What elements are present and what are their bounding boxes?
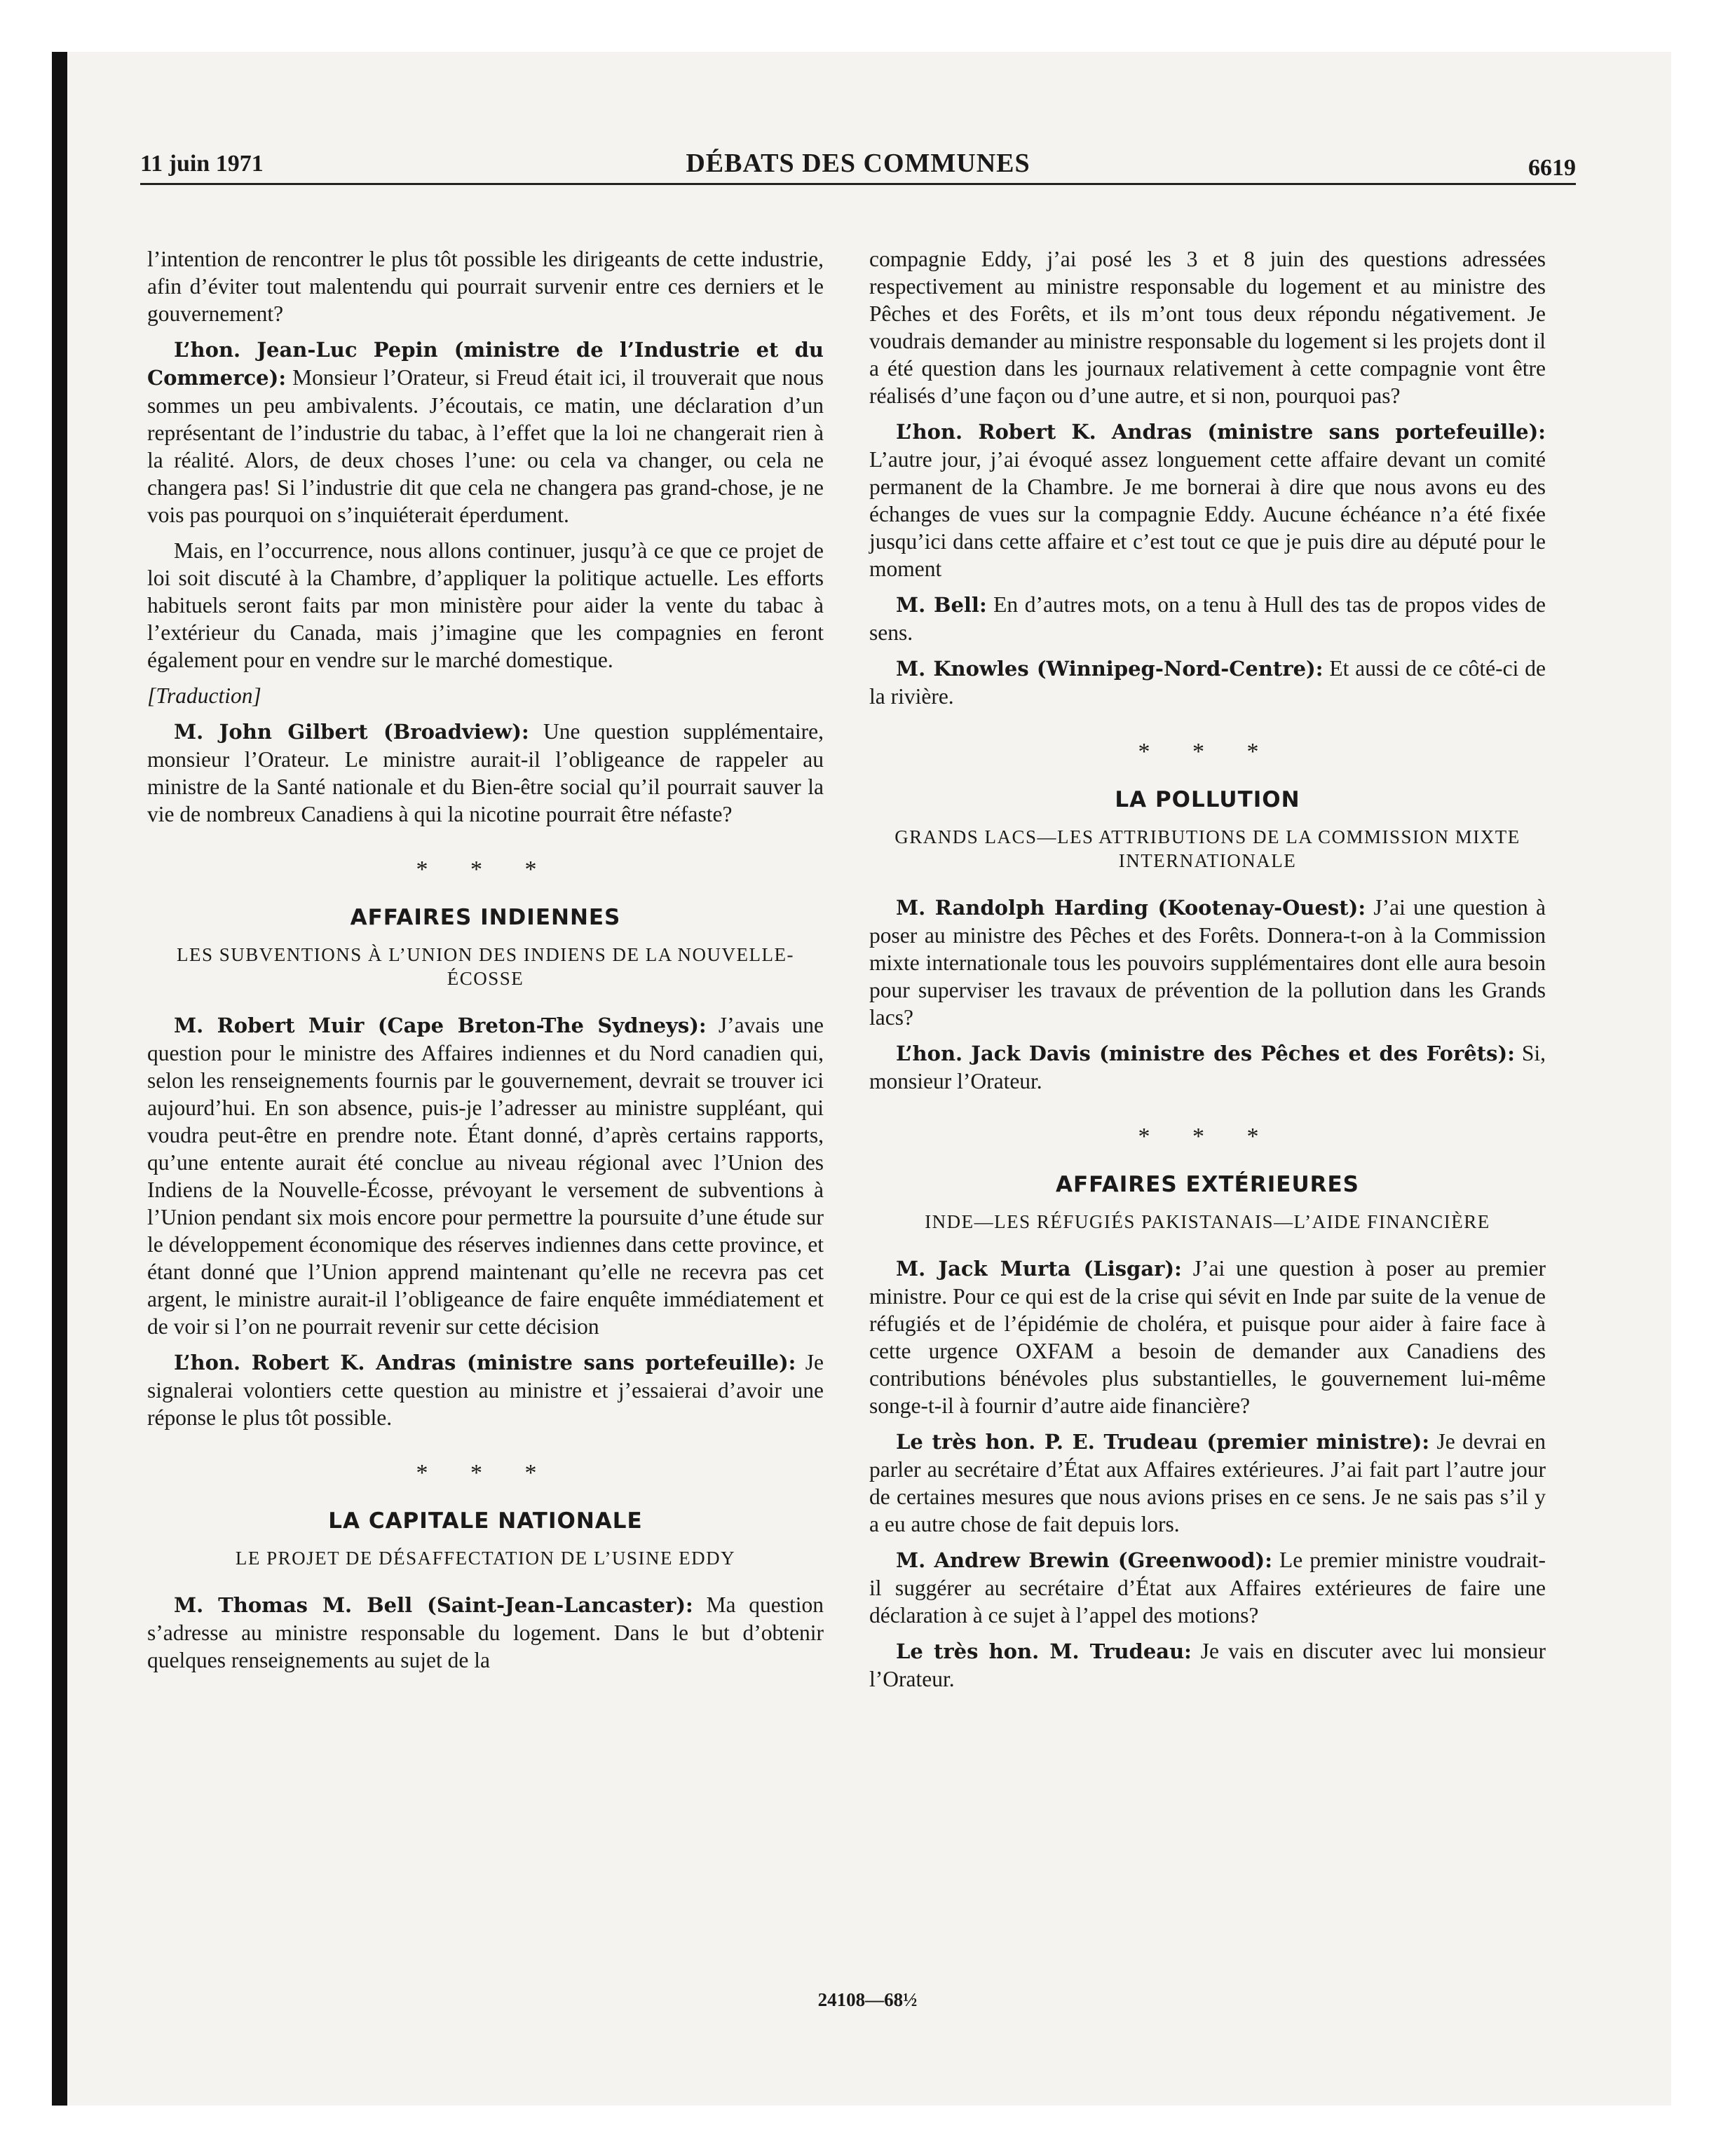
speech-paragraph [147,1011,824,1340]
page-header [140,144,1576,185]
paragraph: Mais, en l’occurrence, nous allons continuer, jusqu’à ce que ce projet de loi soit discuté à la Chambre, d’appliquer la politique actuelle. Les efforts habituels seront faits par mon ministère pour aider la vente du tabac à l’extérieur du Canada, mais j’imagine que les compagnies en feront également pour en vendre sur le marché domestique. [147,538,824,672]
speech-text: J’ai une question à poser au ministre des Pêches et des Forêts. Donnera-t-on à la Commission mixte internationale tous les pouvoirs supplémentaires dont elle aura besoin pour superviser les travaux de prévention de la pollution dans les Grands lacs? [869,895,1546,1030]
scan-border [52,52,67,2106]
speaker-name: M. Jack Murta (Lisgar): [896,1257,1182,1281]
speech-paragraph [869,591,1546,646]
speech-text: Je signalerai volontiers cette question au ministre et j’essaierai d’avoir une réponse le plus tôt possible. [147,1350,824,1430]
speaker-name: Le très hon. M. Trudeau: [896,1639,1192,1663]
speech-text: Je vais en discuter avec lui monsieur l’Orateur. [869,1639,1546,1691]
speaker-name: M. Knowles (Winnipeg-Nord-Centre): [896,657,1324,681]
speech-paragraph [869,894,1546,1031]
speech-text: Je devrai en parler au secrétaire d’État aux Affaires extérieures. J’ai fait part l’autre jour de certaines mesures que nous avions prises en ce sens. Je ne sais pas s’il y a eu autre chose de fait depuis lors. [869,1429,1546,1536]
paragraph: compagnie Eddy, j’ai posé les 3 et 8 juin des questions adressées respectivement au ministre responsable du logement et au ministre des Pêches et des Forêts, et ils m’ont tous deux répondu négativement. Je voudrais demander au ministre responsable du logement si les projets dont il a été question dans les journaux relativement à cette compagnie vont être réalisés d’une façon ou d’une autre, et si non, pourquoi pas? [869,247,1546,408]
left-column [147,245,824,1682]
speech-text: Le premier ministre voudrait-il suggérer au secrétaire d’État aux Affaires extérieures de faire une déclaration à ce sujet à l’appel des motions? [869,1548,1546,1628]
speech-paragraph [147,718,824,828]
speaker-name: L’hon. Robert K. Andras (ministre sans portefeuille): [896,420,1546,444]
section-separator: * * * [1138,1124,1277,1149]
speaker-name: M. John Gilbert (Broadview): [174,720,529,744]
speech-paragraph [147,336,824,528]
header-date: 11 juin 1971 [140,151,264,177]
section-separator: * * * [416,1460,555,1486]
speech-paragraph [147,1591,824,1674]
speaker-name: L’hon. Robert K. Andras (ministre sans portefeuille): [174,1351,796,1374]
speech-paragraph [869,1546,1546,1629]
speech-text: J’avais une question pour le ministre des Affaires indiennes et du Nord canadien qui, selon les renseignements fournis par le gouvernement, devrait se trouver ici aujourd’hui. En son absence, puis-je l’adresser au ministre suppléant, qui voudra peut-être en prendre note. Étant donné, d’après certains rapports, qu’une entente aurait été conclue au niveau régional avec l’Union des Indiens de la Nouvelle-Écosse, prévoyant le versement de subventions à l’Union pendant six mois encore pour permettre la poursuite d’une étude sur le développement économique des réserves indiennes dans cette province, et étant donné que l’Union apprend maintenant qu’elle ne recevra pas cet argent, le ministre aurait-il l’obligeance de faire enquête immédiatement et de voir si l’on ne pourrait revenir sur cette décision [147,1013,824,1339]
speech-text: En d’autres mots, on a tenu à Hull des tas de propos vides de sens. [869,592,1546,645]
speaker-name: M. Randolph Harding (Kootenay-Ouest): [896,896,1366,920]
header-page-number: 6619 [1528,155,1576,181]
speech-text: Une question supplémentaire, monsieur l’Orateur. Le ministre aurait-il l’obligeance de rappeler au ministre de la Santé nationale et du Bien-être social qu’il pourrait sauver la vie de nombreux Canadiens à qui la nicotine pourrait être néfaste? [147,719,824,826]
speaker-name: L’hon. Jack Davis (ministre des Pêches et des Forêts): [896,1042,1515,1065]
section-heading: AFFAIRES INDIENNES [350,905,621,930]
speech-paragraph [869,1039,1546,1095]
speaker-name: M. Bell: [896,593,987,617]
section-heading: AFFAIRES EXTÉRIEURES [1055,1172,1359,1197]
speech-text: Et aussi de ce côté-ci de la rivière. [869,656,1546,709]
translation-note: [Traduction] [147,683,261,708]
speaker-name: L’hon. Jean-Luc Pepin (ministre de l’Industrie et du Commerce): [147,338,824,390]
section-separator: * * * [1138,739,1277,765]
right-column [869,245,1546,1701]
page-footer-code: 24108—68½ [817,1989,918,2010]
speech-paragraph [869,418,1546,582]
speaker-name: Le très hon. P. E. Trudeau (premier ministre): [896,1430,1430,1454]
header-title: DÉBATS DES COMMUNES [686,149,1030,178]
speech-paragraph [869,1255,1546,1419]
section-subheading: LES SUBVENTIONS À L’UNION DES INDIENS DE LA NOUVELLE-ÉCOSSE [177,944,794,989]
speech-paragraph [869,1637,1546,1693]
section-subheading: INDE—LES RÉFUGIÉS PAKISTANAIS—L’AIDE FINANCIÈRE [925,1211,1490,1232]
paragraph: l’intention de rencontrer le plus tôt possible les dirigeants de cette industrie, afin d’éviter tout malentendu qui pourrait survenir entre ces derniers et le gouvernement? [147,247,824,326]
speech-text: Si, monsieur l’Orateur. [869,1041,1546,1093]
speaker-name: M. Robert Muir (Cape Breton-The Sydneys): [174,1014,707,1037]
speech-paragraph [869,1428,1546,1538]
speech-text: Ma question s’adresse au ministre responsable du logement. Dans le but d’obtenir quelques renseignements au sujet de la [147,1592,824,1672]
speech-text: J’ai une question à poser au premier ministre. Pour ce qui est de la crise qui sévit en Inde par suite de la venue de réfugiés et de l’épidémie de choléra, et puisque pour aider à faire face à cette urgence OXFAM a besoin de demander aux Canadiens des contributions bénévoles plus substantielles, le gouvernement lui-même songe-t-il à fournir d’autre aide financière? [869,1256,1546,1418]
speaker-name: M. Thomas M. Bell (Saint-Jean-Lancaster): [174,1593,693,1617]
section-heading: LA CAPITALE NATIONALE [328,1508,643,1534]
speech-text: Monsieur l’Orateur, si Freud était ici, il trouverait que nous sommes un peu ambivalents. J’écoutais, ce matin, une déclaration d’un représentant de l’industrie du tabac, à l’effet que la loi ne changerait rien à la réalité. Alors, de deux choses l’une: ou cela va changer, ou cela ne changera pas! Si l’industrie dit que cela ne changera pas grand-chose, je ne vois pas pourquoi on s’inquiéterait éperdument. [147,365,824,527]
speaker-name: M. Andrew Brewin (Greenwood): [896,1548,1272,1572]
section-subheading: GRANDS LACS—LES ATTRIBUTIONS DE LA COMMISSION MIXTE INTERNATIONALE [894,826,1520,871]
section-heading: LA POLLUTION [1115,787,1300,812]
speech-text: L’autre jour, j’ai évoqué assez longuement cette affaire devant un comité permanent de la Chambre. Je me bornerai à dire que nous avons eu des échanges de vues sur la compagnie Eddy. Aucune échéance n’a été fixée jusqu’ici dans cette affaire et c’est tout ce que je puis dire au député pour le moment [869,447,1546,581]
speech-paragraph [869,655,1546,710]
speech-paragraph [147,1349,824,1431]
section-separator: * * * [416,857,555,882]
section-subheading: LE PROJET DE DÉSAFFECTATION DE L’USINE EDDY [235,1548,736,1569]
